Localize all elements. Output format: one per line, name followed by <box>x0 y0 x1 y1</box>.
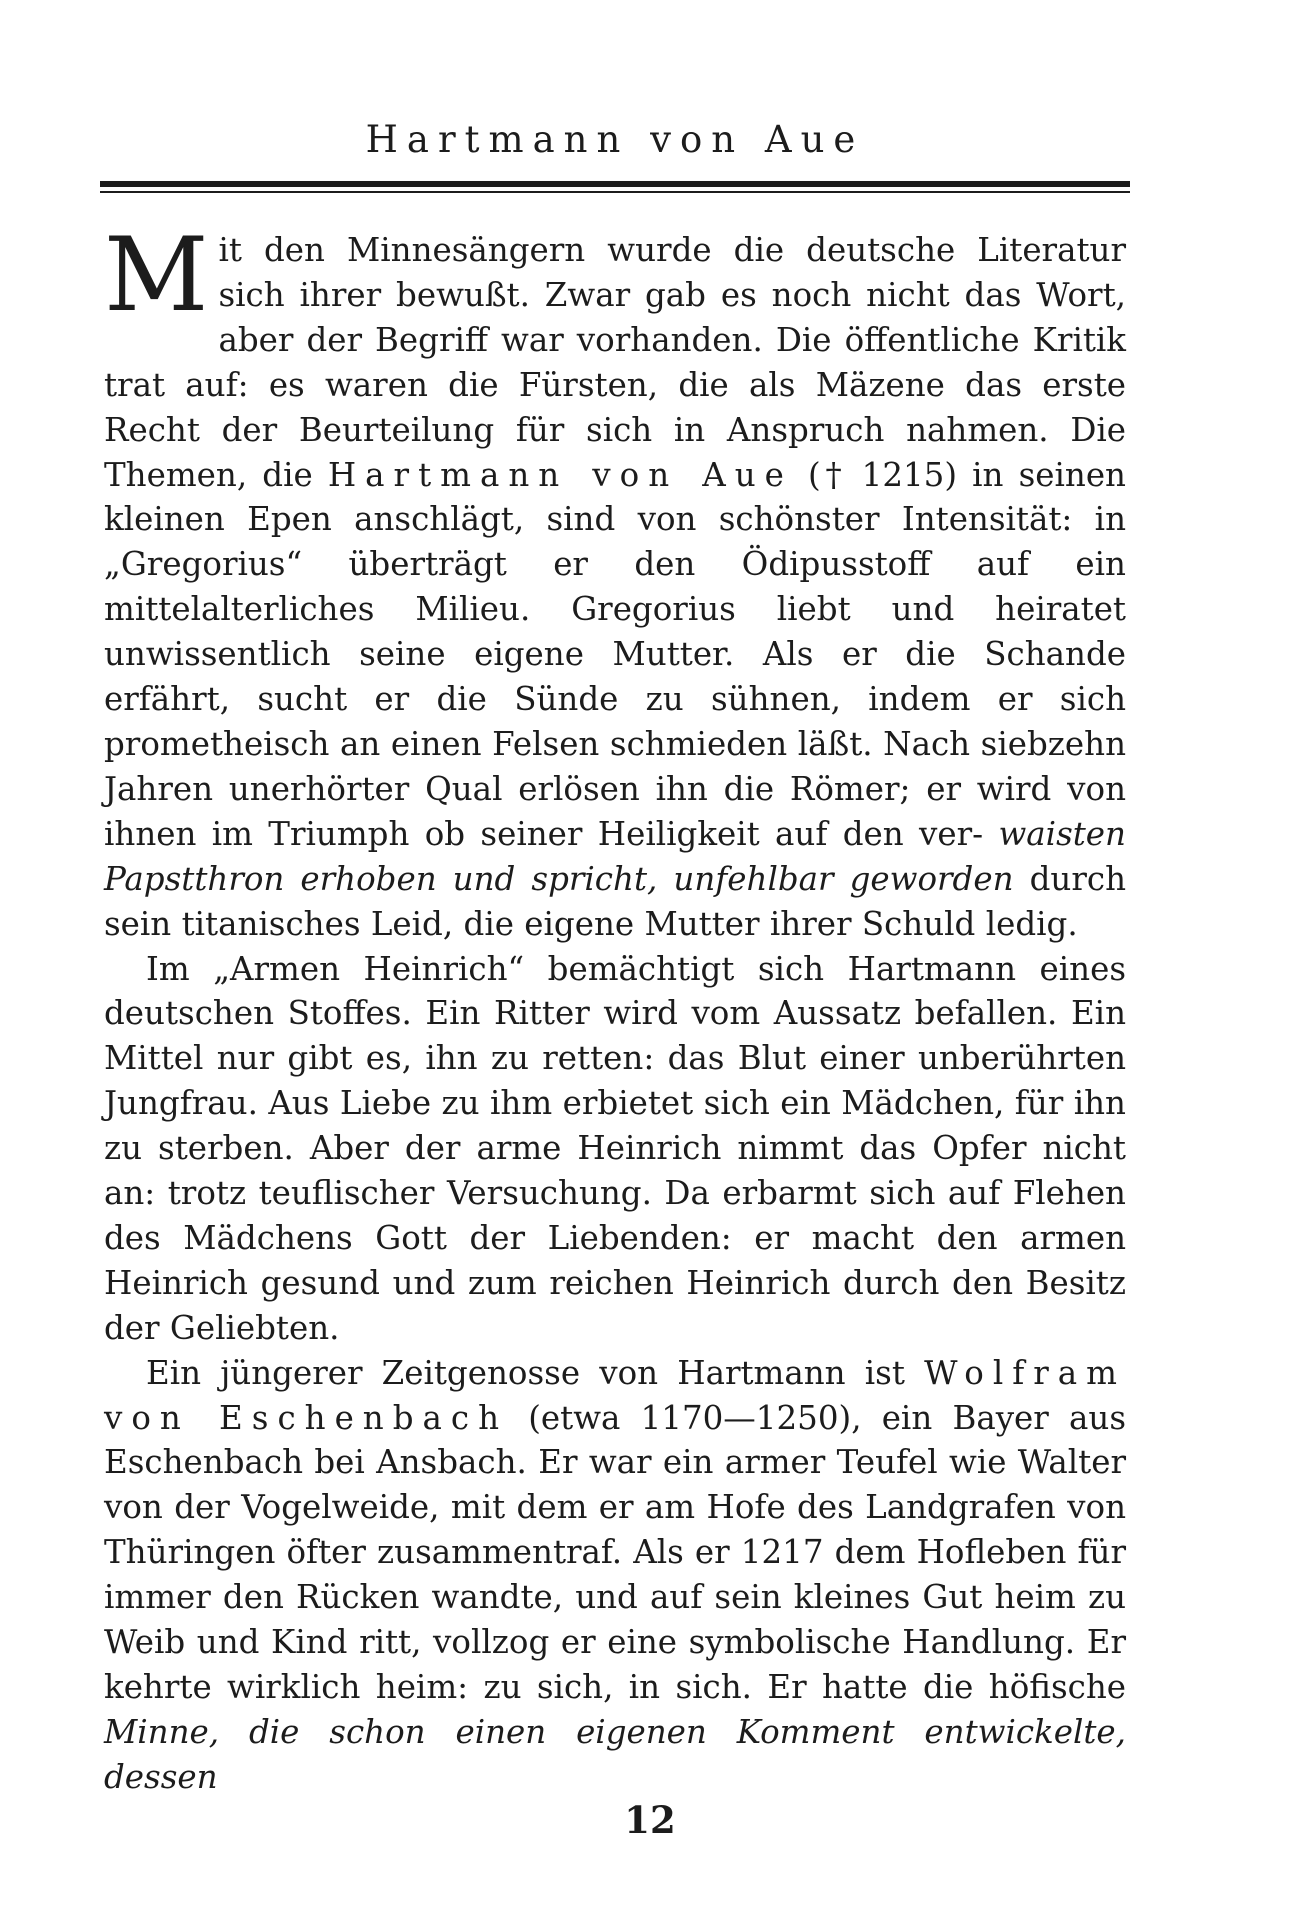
author-name-wolfram: Wolfram von Eschenbach <box>104 1353 1126 1437</box>
body-text <box>104 216 1126 1800</box>
paragraph-3-text-b: (etwa 1170—1250), ein Bayer aus Eschenbach bei Ansbach. Er war ein armer Teufel wie Walter von der Vogelweide, mit dem er am Hofe des Landgrafen von Thüringen öfter zusammentraf. Als er 1217 dem Hofleben für immer den Rücken wandte, und auf sein kleines Gut heim zu Weib und Kind ritt, vollzog er eine symbolische Handlung. Er kehrte wirklich heim: zu sich, in sich. Er hatte die höfische <box>104 1398 1126 1706</box>
page-number: 12 <box>624 1798 676 1842</box>
paragraph-1-italic-line: waisten Papstthron erhoben und spricht, unfehlbar geworden <box>104 814 1126 898</box>
header-rule-thin <box>100 191 1130 193</box>
author-name-hartmann: Hartmann von Aue <box>327 455 793 494</box>
running-header: Hartmann von Aue <box>365 118 865 161</box>
paragraph-1-text-a: it den Minnesängern wurde die deutsche Literatur sich ihrer bewußt. Zwar gab es noch nicht das Wort, aber der Begriff war vorhanden. Die öffentliche Kritik trat auf: es waren die Fürsten, die als Mäzene das erste Recht der Beurteilung für sich in Anspruch nahmen. Die Themen, die <box>104 231 1126 494</box>
paragraph-3-text-a: Ein jüngerer Zeitgenosse von Hartmann ist <box>146 1353 905 1392</box>
paragraph-3 <box>104 1351 1126 1800</box>
paragraph-1-text-c: durch sein titanisches Leid, die eigene Mutter ihrer Schuld ledig. <box>104 859 1126 943</box>
paragraph-3-italic-line: Minne, die schon einen eigenen Komment entwickelte, dessen <box>104 1712 1126 1796</box>
paragraph-1 <box>104 216 1126 947</box>
paragraph-2: Im „Armen Heinrich“ bemächtigt sich Hartmann eines deutschen Stoffes. Ein Ritter wird vom Aussatz befallen. Ein Mittel nur gibt es, ihn zu retten: das Blut einer unberührten Jungfrau. Aus Liebe zu ihm erbietet sich ein Mädchen, für ihn zu sterben. Aber der arme Heinrich nimmt das Opfer nicht an: trotz teuflischer Versuchung. Da erbarmt sich auf Flehen des Mädchens Gott der Liebenden: er macht den armen Heinrich gesund und zum reichen Heinrich durch den Besitz der Geliebten. <box>104 949 1126 1347</box>
paragraph-1-text-b: († 1215) in seinen kleinen Epen anschlägt, sind von schönster Intensität: in „Gregorius“ überträgt er den Ödipusstoff auf ein mittelalterliches Milieu. Gregorius liebt und heiratet unwissentlich seine eigene Mutter. Als er die Schande erfährt, sucht er die Sünde zu sühnen, indem er sich prometheisch an einen Felsen schmieden läßt. Nach siebzehn Jahren unerhörter Qual erlösen ihn die Römer; er wird von ihnen im Triumph ob seiner Heiligkeit auf den ver- <box>104 455 1126 853</box>
header-rule-thick <box>100 181 1130 187</box>
drop-cap: M <box>104 216 209 335</box>
